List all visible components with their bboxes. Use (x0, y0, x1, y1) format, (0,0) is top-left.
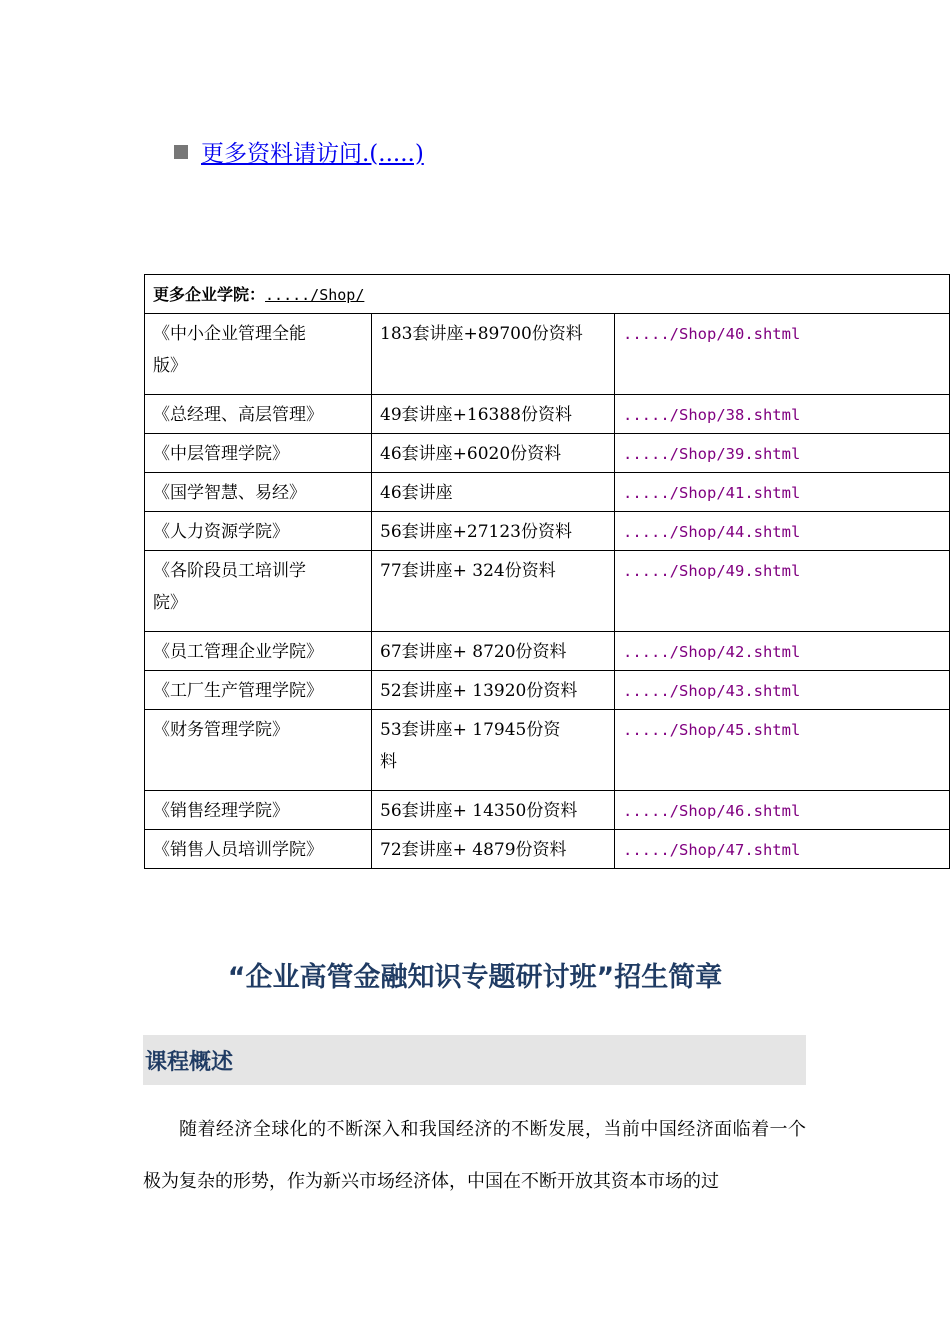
academy-count: 72套讲座+ 4879份资料 (372, 830, 615, 869)
academy-link[interactable]: ...../Shop/40.shtml (615, 314, 950, 395)
table-row (145, 671, 950, 710)
table-row (145, 551, 950, 632)
section-header (143, 1035, 806, 1085)
academy-count: 46套讲座+6020份资料 (372, 434, 615, 473)
academy-link[interactable]: ...../Shop/44.shtml (615, 512, 950, 551)
section-title: 课程概述 (145, 1049, 234, 1075)
academy-name: 《销售人员培训学院》 (145, 830, 372, 869)
academy-count: 49套讲座+16388份资料 (372, 395, 615, 434)
academy-link[interactable]: ...../Shop/42.shtml (615, 632, 950, 671)
academy-count: 77套讲座+ 324份资料 (372, 551, 615, 632)
table-row (145, 791, 950, 830)
table-row (145, 632, 950, 671)
academy-count: 56套讲座+27123份资料 (372, 512, 615, 551)
academy-link[interactable]: ...../Shop/47.shtml (615, 830, 950, 869)
academy-link[interactable]: ...../Shop/46.shtml (615, 791, 950, 830)
academy-count: 52套讲座+ 13920份资料 (372, 671, 615, 710)
academy-name: 《工厂生产管理学院》 (145, 671, 372, 710)
table-row (145, 395, 950, 434)
academy-link[interactable]: ...../Shop/43.shtml (615, 671, 950, 710)
academy-name: 《中小企业管理全能 (153, 324, 306, 344)
table-row (145, 830, 950, 869)
academy-name-cont: 版》 (153, 356, 187, 376)
academy-link[interactable]: ...../Shop/45.shtml (615, 710, 950, 791)
academy-name: 《总经理、高层管理》 (145, 395, 372, 434)
academy-link[interactable]: ...../Shop/49.shtml (615, 551, 950, 632)
academy-name: 《各阶段员工培训学 (153, 561, 306, 581)
academy-count: 56套讲座+ 14350份资料 (372, 791, 615, 830)
academy-name: 《销售经理学院》 (145, 791, 372, 830)
table-row (145, 512, 950, 551)
page-title: “企业高管金融知识专题研讨班”招生简章 (227, 962, 723, 993)
table-header-row (145, 275, 950, 314)
academy-name: 《中层管理学院》 (145, 434, 372, 473)
academy-name: 《员工管理企业学院》 (145, 632, 372, 671)
table-row (145, 314, 950, 395)
square-bullet-icon (174, 145, 188, 159)
header-label: 更多企业学院： (153, 285, 266, 304)
more-resources-link[interactable]: 更多资料请访问.(.....) (201, 140, 424, 167)
academy-count: 183套讲座+89700份资料 (372, 314, 615, 395)
academy-count: 67套讲座+ 8720份资料 (372, 632, 615, 671)
academy-link[interactable]: ...../Shop/38.shtml (615, 395, 950, 434)
academy-count: 46套讲座 (372, 473, 615, 512)
academy-count: 53套讲座+ 17945份资 (380, 720, 561, 740)
academy-table (144, 274, 950, 869)
academy-name: 《财务管理学院》 (145, 710, 372, 791)
intro-paragraph: 随着经济全球化的不断深入和我国经济的不断发展，当前中国经济面临着一个极为复杂的形势，作为新兴市场经济体，中国在不断开放其资本市场的过 (143, 1119, 806, 1192)
academy-name: 《人力资源学院》 (145, 512, 372, 551)
table-row (145, 710, 950, 791)
table-row (145, 473, 950, 512)
academy-count-cont: 料 (380, 752, 397, 772)
academy-name: 《国学智慧、易经》 (145, 473, 372, 512)
shop-link[interactable]: ...../Shop/ (265, 286, 365, 304)
academy-name-cont: 院》 (153, 593, 187, 613)
more-resources-row (174, 134, 424, 168)
academy-link[interactable]: ...../Shop/41.shtml (615, 473, 950, 512)
table-row (145, 434, 950, 473)
academy-link[interactable]: ...../Shop/39.shtml (615, 434, 950, 473)
